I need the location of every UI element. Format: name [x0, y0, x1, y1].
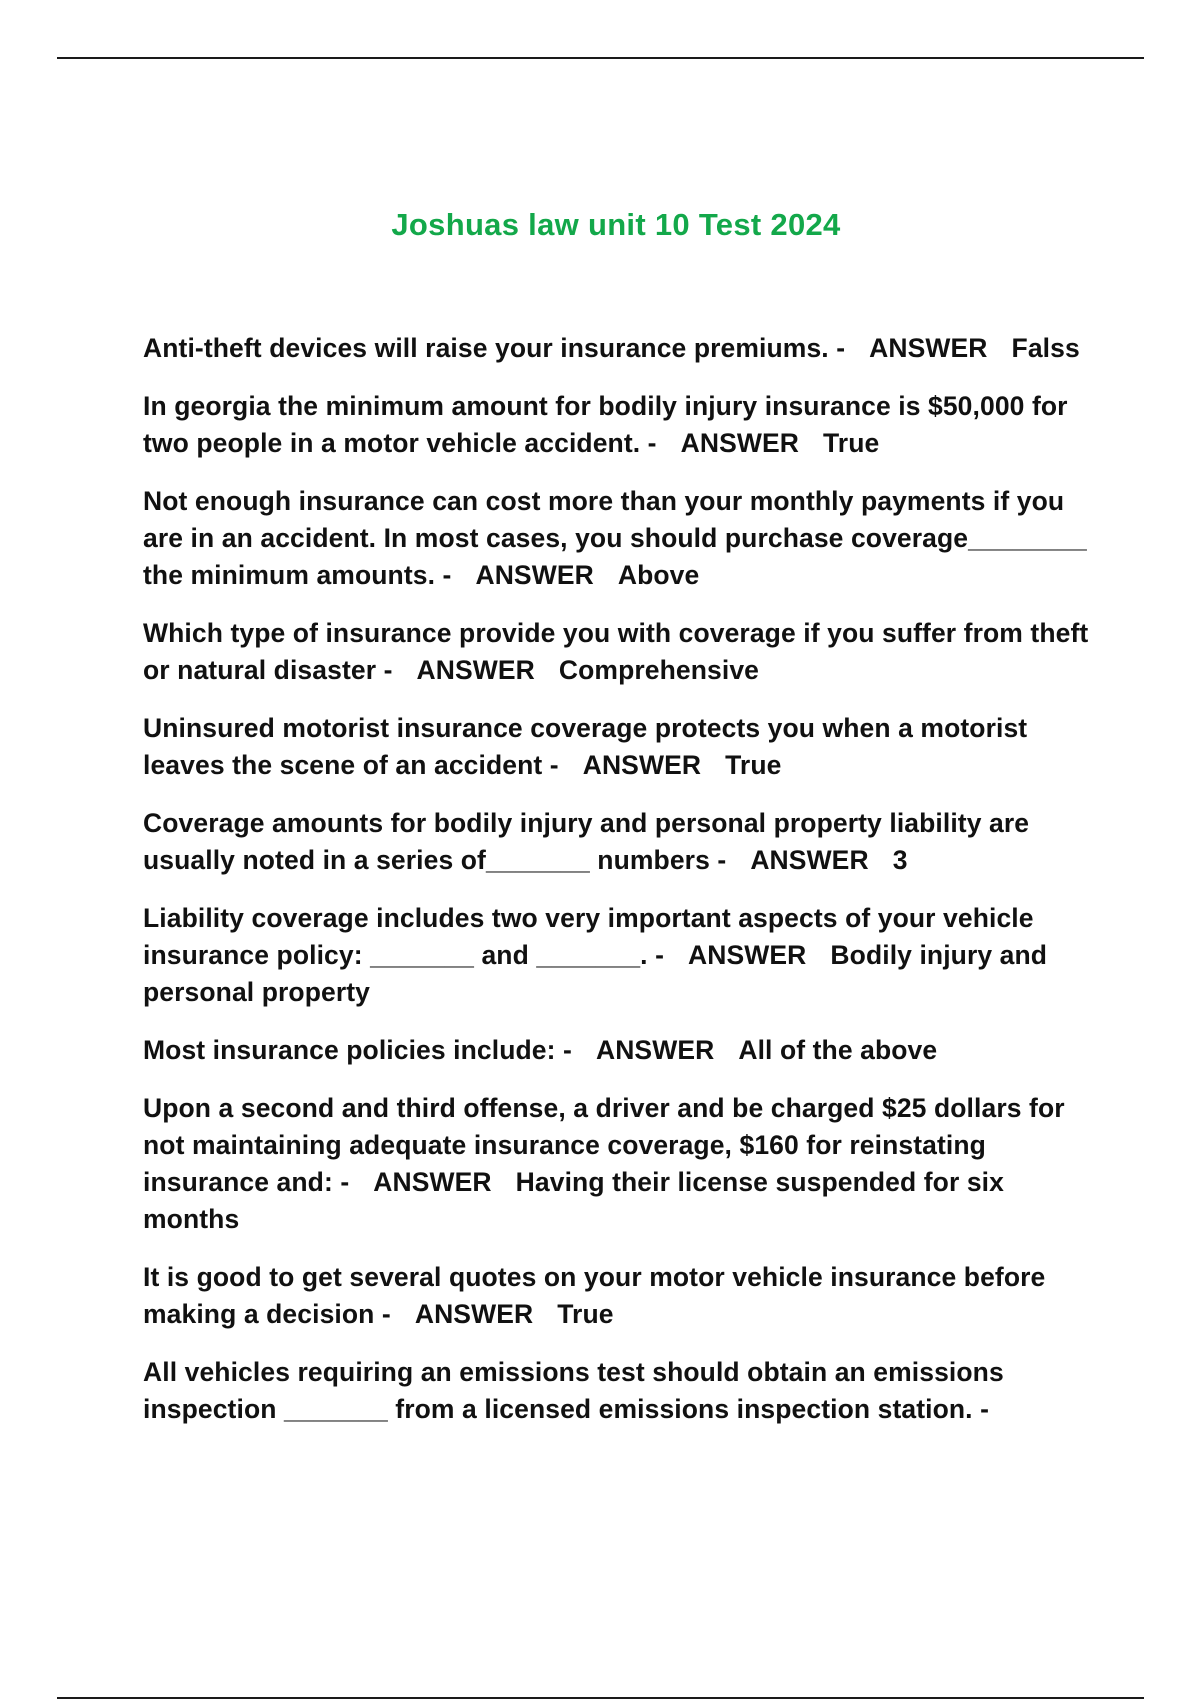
answer-label: ANSWER: [750, 845, 869, 875]
document-title: Joshuas law unit 10 Test 2024: [391, 207, 841, 242]
answer-text: Having their license suspended for six months: [143, 1167, 1004, 1234]
answer-text: All of the above: [738, 1035, 938, 1065]
question-text: In georgia the minimum amount for bodily injury insurance is $50,000 for two people in a motor vehicle accident. -: [143, 391, 1068, 458]
answer-text: 3: [892, 845, 908, 875]
top-rule: [57, 57, 1144, 59]
answer-text: True: [557, 1299, 614, 1329]
question-text: Uninsured motorist insurance coverage protects you when a motorist leaves the scene of an accident -: [143, 713, 1028, 780]
question-text: Upon a second and third offense, a driver and be charged $25 dollars for not maintaining adequate insurance coverage, $160 for reinstating insurance and: -: [143, 1093, 1065, 1197]
answer-label: ANSWER: [414, 1299, 534, 1329]
question-list: [143, 330, 1103, 1449]
answer-text: True: [725, 750, 782, 780]
question-text: It is good to get several quotes on your motor vehicle insurance before making a decision -: [143, 1262, 1046, 1329]
answer-label: ANSWER: [595, 1035, 715, 1065]
bottom-rule: [57, 1697, 1144, 1699]
question-text: Anti-theft devices will raise your insurance premiums. -: [143, 333, 846, 363]
qa-item: [143, 900, 1103, 1011]
question-text: Not enough insurance can cost more than your monthly payments if you are in an accident. In most cases, you should purchase coverage________ the minimum amounts. -: [143, 486, 1087, 590]
qa-item: [143, 1259, 1103, 1333]
answer-label: ANSWER: [869, 333, 988, 363]
answer-text: Above: [617, 560, 700, 590]
question-text: Which type of insurance provide you with coverage if you suffer from theft or natural disaster -: [143, 618, 1089, 685]
answer-text: Falss: [1011, 333, 1080, 363]
answer-label: ANSWER: [688, 940, 807, 970]
question-text: Most insurance policies include: -: [143, 1035, 572, 1065]
qa-item: [143, 615, 1103, 689]
answer-label: ANSWER: [680, 428, 799, 458]
qa-item: [143, 1090, 1103, 1238]
answer-text: Comprehensive: [558, 655, 760, 685]
qa-item: [143, 330, 1103, 367]
answer-label: ANSWER: [416, 655, 535, 685]
answer-text: Bodily injury and personal property: [143, 940, 1048, 1007]
qa-item: [143, 483, 1103, 594]
qa-item: [143, 805, 1103, 879]
qa-item: [143, 1354, 1103, 1428]
qa-item: [143, 1032, 1103, 1069]
answer-label: ANSWER: [373, 1167, 492, 1197]
question-text: All vehicles requiring an emissions test should obtain an emissions inspection _______ from a licensed emissions inspection station. -: [143, 1357, 1004, 1424]
question-text: Coverage amounts for bodily injury and personal property liability are usually noted in a series of_______ numbers -: [143, 808, 1030, 875]
answer-label: ANSWER: [475, 560, 594, 590]
answer-text: True: [822, 428, 880, 458]
qa-item: [143, 710, 1103, 784]
question-text: Liability coverage includes two very important aspects of your vehicle insurance policy: _______ and _______. -: [143, 903, 1034, 970]
answer-label: ANSWER: [582, 750, 702, 780]
qa-item: [143, 388, 1103, 462]
